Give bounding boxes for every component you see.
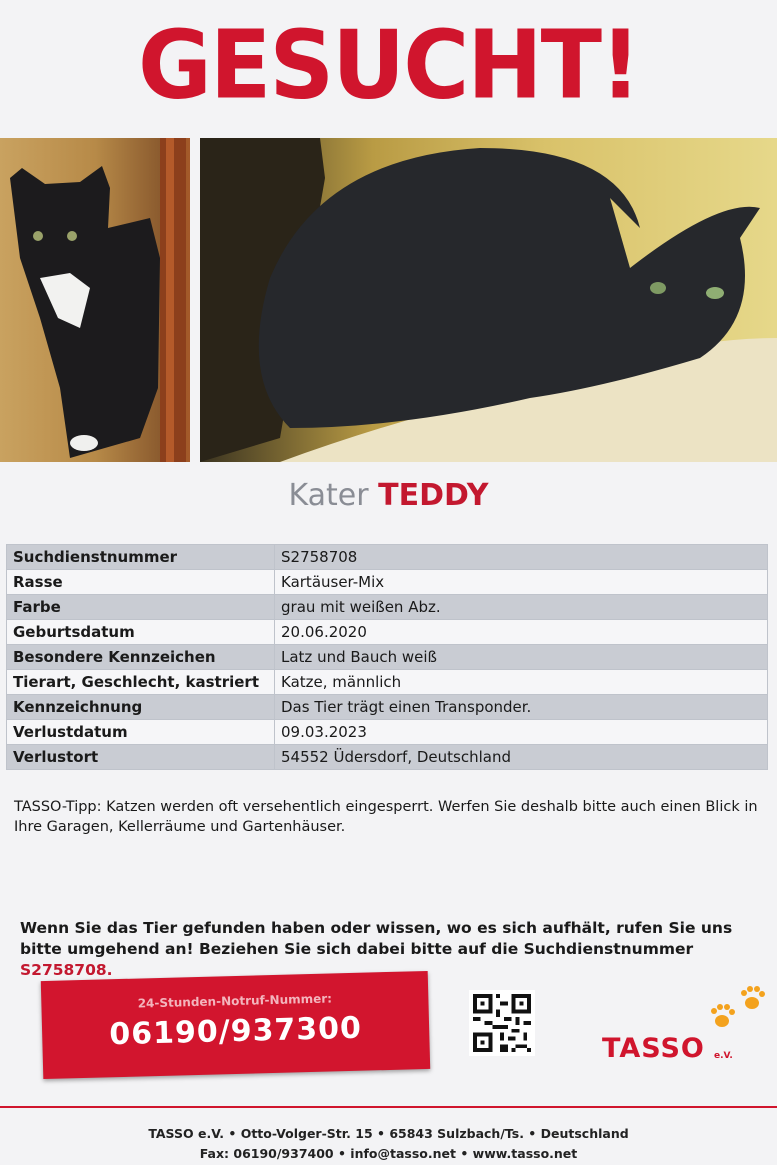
row-label: Tierart, Geschlecht, kastriert <box>7 670 275 695</box>
table-row <box>7 670 768 695</box>
table-row <box>7 720 768 745</box>
found-text: Wenn Sie das Tier gefunden haben oder wissen, wo es sich aufhält, rufen Sie uns bitte umgehend an! Beziehen Sie sich dabei bitte auf die Suchdienstnummer <box>20 919 733 958</box>
hotline-label: 24-Stunden-Notruf-Nummer: <box>137 991 333 1011</box>
hotline-number[interactable]: 06190/937300 <box>108 1010 363 1053</box>
row-label: Farbe <box>7 595 275 620</box>
table-row <box>7 545 768 570</box>
row-value: Kartäuser-Mix <box>275 570 768 595</box>
table-row <box>7 645 768 670</box>
cat-name-title <box>0 478 777 513</box>
footer-contact[interactable]: Fax: 06190/937400 • info@tasso.net • www.tasso.net <box>199 1146 578 1161</box>
row-label: Geburtsdatum <box>7 620 275 645</box>
heading-text: GESUCHT! <box>137 10 640 121</box>
paw-icon <box>708 985 768 1031</box>
table-row <box>7 595 768 620</box>
row-value: Das Tier trägt einen Transponder. <box>275 695 768 720</box>
footer-address: TASSO e.V. • Otto-Volger-Str. 15 • 65843 Sulzbach/Ts. • Deutschland <box>148 1126 629 1141</box>
table-row <box>7 695 768 720</box>
row-label: Verlustort <box>7 745 275 770</box>
row-value: 54552 Üdersdorf, Deutschland <box>275 745 768 770</box>
row-value: grau mit weißen Abz. <box>275 595 768 620</box>
qr-code[interactable] <box>468 990 536 1056</box>
tasso-tip: TASSO-Tipp: Katzen werden oft versehentlich eingesperrt. Werfen Sie deshalb bitte auch einen Blick in Ihre Garagen, Kellerräume und Gartenhäuser. <box>14 799 758 835</box>
row-value: S2758708 <box>275 545 768 570</box>
row-label: Verlustdatum <box>7 720 275 745</box>
row-value: Latz und Bauch weiß <box>275 645 768 670</box>
footer <box>0 1124 777 1164</box>
row-value: 09.03.2023 <box>275 720 768 745</box>
poster-heading <box>0 0 777 132</box>
tasso-logo <box>600 985 770 1070</box>
logo-brand: TASSO <box>602 1033 705 1064</box>
cat-photo-right <box>200 138 777 462</box>
row-label: Suchdienstnummer <box>7 545 275 570</box>
row-value: Katze, männlich <box>275 670 768 695</box>
cat-prefix: Kater <box>288 478 369 513</box>
found-search-number: S2758708. <box>20 961 113 979</box>
hotline-box <box>41 971 430 1079</box>
row-label: Besondere Kennzeichen <box>7 645 275 670</box>
table-row <box>7 570 768 595</box>
cat-photo-left <box>0 138 190 462</box>
row-label: Rasse <box>7 570 275 595</box>
cat-name: TEDDY <box>378 478 489 513</box>
row-value: 20.06.2020 <box>275 620 768 645</box>
footer-divider <box>0 1106 777 1108</box>
table-row <box>7 745 768 770</box>
row-label: Kennzeichnung <box>7 695 275 720</box>
info-table <box>6 544 768 770</box>
logo-suffix: e.V. <box>714 1051 733 1061</box>
table-row <box>7 620 768 645</box>
